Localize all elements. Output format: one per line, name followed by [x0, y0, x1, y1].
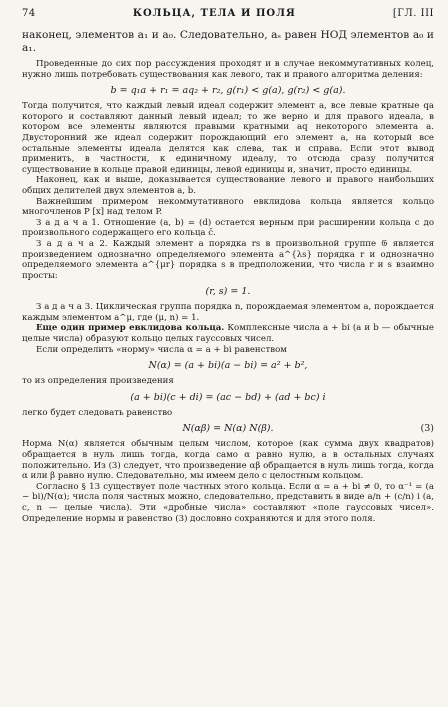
equation-number: (3): [420, 423, 434, 435]
equation-norm: N(α) = (a + bi)(a − bi) = a² + b²,: [148, 360, 308, 372]
gaussian-text: Комплексные числа a + bi (a и b — обычные целые числа) образуют кольцо целых гауссовых чисел.: [22, 323, 435, 345]
equation-division: b = q₁a + r₁ = aq₂ + r₂, g(r₁) < g(a), g(r₂) < g(a).: [110, 85, 346, 97]
paragraph-norm-properties: Норма N(α) является обычным целым числом, которое (как сумма двух квадратов) обращается в нуль лишь тогда, когда само α равно нулю, а в остальных случаях положительно. Из (3) следует, что произведение αβ обращается в нуль лишь тогда, когда α или β равно нулю. Следовательно, мы имеем дело с целостным кольцом.: [22, 439, 434, 482]
chapter-marker: [ГЛ. III: [392, 8, 434, 19]
equation-coprime: (r, s) = 1.: [205, 286, 251, 298]
running-title: КОЛЬЦА, ТЕЛА И ПОЛЯ: [132, 8, 296, 19]
page-number: 74: [22, 8, 36, 19]
running-header: [22, 8, 434, 19]
paragraph-gaussian: [22, 323, 434, 344]
paragraph-5: Важнейшим примером некоммутативного евклидова кольца является кольцо многочленов P [x] над телом P.: [22, 196, 434, 218]
paragraph-3: Тогда получится, что каждый левый идеал содержит элемент a, все левые кратные qa которого и составляют данный левый идеал; то же верно и для правого идеала, в котором все элементы являются правыми кратными aq некоторого элемента a. Двусторонний же идеал содержит порождающий его элемент a, на который все остальные элементы идеала делятся как слева, так и справа. Если этот вывод применить, в частности, к единичному идеалу, то отсюда сразу получится существование в кольце правой единицы, левой единицы и, значит, просто единицы.: [22, 101, 434, 175]
paragraph-2: Проведенные до сих пор рассуждения проходят и в случае некоммутативных колец, нужно лишь потребовать существования как левого, так и правого алгоритма деления:: [22, 59, 434, 80]
equation-norm-multiplicative: [22, 423, 434, 434]
paragraph-1: наконец, элементов a₁ и a₀. Следовательно, aₛ равен НОД элементов a₀ и a₁.: [22, 29, 434, 54]
exercise-2: З а д а ч а 2. Каждый элемент a порядка rs в произвольной группе 𝔊 является произведением однозначно определяемого элемента a^{λs} порядка r и однозначно определяемого элемента a^{μr} порядка s в предположении, что числа r и s взаимно просты:: [22, 238, 434, 281]
exercise-1: З а д а ч а 1. Отношение (a, b) = (d) остается верным при расширении кольца с до произвольного содержащего его кольца c̄.: [22, 217, 434, 239]
book-page: [22, 8, 434, 524]
exercise-3: З а д а ч а 3. Циклическая группа порядка n, порождаемая элементом a, порождается каждым элементом a^μ, где (μ, n) = 1.: [22, 302, 434, 323]
paragraph-follows: легко будет следовать равенство: [22, 407, 173, 418]
equation-product: (a + bi)(c + di) = (ac − bd) + (ad + bc) i: [130, 391, 326, 403]
paragraph-4: Наконец, как и выше, доказывается существование левого и правого наибольших общих делителей двух элементов a, b.: [22, 175, 434, 196]
equation-3-body: N(αβ) = N(α) N(β).: [182, 423, 274, 435]
paragraph-product: то из определения произведения: [22, 376, 174, 387]
paragraph-quotient-field: Согласно § 13 существует поле частных этого кольца. Если α = a + bi ≠ 0, то α⁻¹ = (a − bi)/N(α); числа поля частных можно, следовательно, представить в виде a/n + (c/n) i (a, c, n — целые числа). Эти «дробные числа» составляют «поле гауссовых чисел». Определение нормы и равенство (3) дословно сохраняются и для этого поля.: [22, 481, 434, 524]
paragraph-norm-def: Если определить «норму» числа α = a + bi равенством: [36, 344, 287, 355]
gaussian-heading: Еще один пример евклидова кольца.: [36, 323, 225, 334]
